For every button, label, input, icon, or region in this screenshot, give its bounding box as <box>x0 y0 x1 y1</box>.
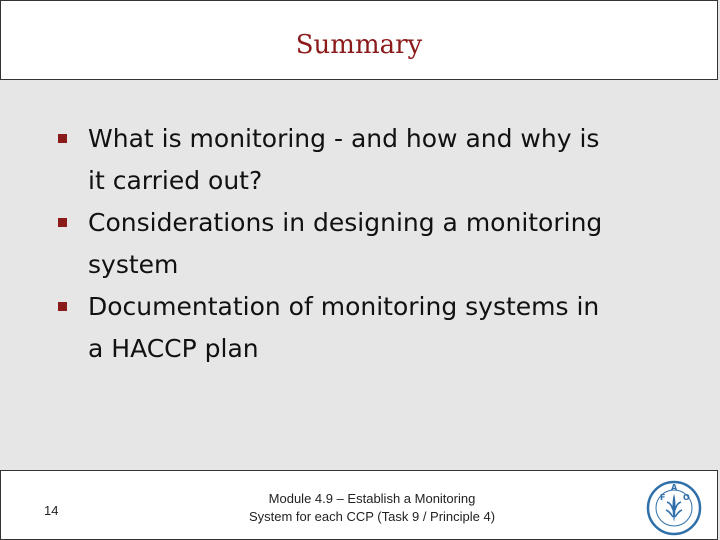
bullet-line: Considerations in designing a monitoring <box>88 208 603 237</box>
bullet-line: What is monitoring - and how and why is <box>88 124 600 153</box>
svg-text:A: A <box>671 483 678 492</box>
svg-text:F: F <box>660 493 666 502</box>
bullet-list <box>58 118 688 370</box>
bullet-line: system <box>88 250 179 279</box>
page-number: 14 <box>44 503 59 518</box>
module-caption-line: Module 4.9 – Establish a Monitoring <box>268 491 476 506</box>
square-bullet-icon <box>58 218 67 227</box>
square-bullet-icon <box>58 302 67 311</box>
bullet-line: a HACCP plan <box>88 334 259 363</box>
module-caption-line: System for each CCP (Task 9 / Principle 4) <box>248 509 496 524</box>
bullet-line: Documentation of monitoring systems in <box>88 292 600 321</box>
title-box <box>0 0 718 80</box>
slide-title: Summary <box>295 30 423 60</box>
bullet-item-documentation <box>58 286 688 370</box>
bullet-item-considerations <box>58 202 688 286</box>
bullet-item-monitoring <box>58 118 688 202</box>
svg-text:O: O <box>683 493 690 502</box>
bullet-line: it carried out? <box>88 166 263 195</box>
fao-logo-icon <box>646 480 702 536</box>
module-caption <box>200 490 544 526</box>
square-bullet-icon <box>58 134 67 143</box>
